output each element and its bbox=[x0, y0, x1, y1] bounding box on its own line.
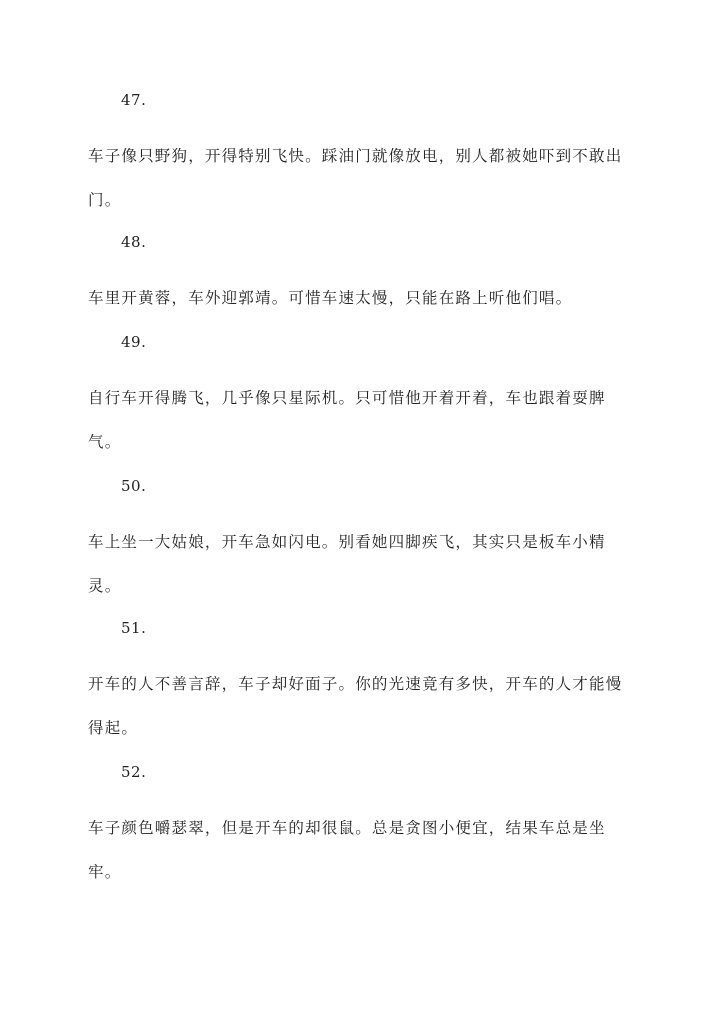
entry-number: 51. bbox=[121, 619, 147, 637]
entry-number: 48. bbox=[121, 233, 147, 251]
entry-text: 车子颜色嚼瑟翠，但是开车的却很鼠。总是贪图小便宜，结果车总是坐牢。 bbox=[88, 819, 606, 881]
entry-text: 开车的人不善言辞，车子却好面子。你的光速竟有多快，开车的人才能慢得起。 bbox=[88, 675, 623, 737]
entry-number: 50. bbox=[121, 477, 147, 495]
entry-49 bbox=[88, 332, 633, 464]
entry-text: 车子像只野狗，开得特别飞快。踩油门就像放电，别人都被她吓到不敢出门。 bbox=[88, 147, 623, 209]
entry-48 bbox=[88, 232, 633, 320]
entry-51 bbox=[88, 618, 633, 750]
entry-50 bbox=[88, 476, 633, 608]
entry-52 bbox=[88, 762, 633, 894]
entry-text: 车里开黄蓉，车外迎郭靖。可惜车速太慢，只能在路上听他们唱。 bbox=[88, 289, 573, 307]
entry-number: 49. bbox=[121, 333, 147, 351]
entry-text: 自行车开得腾飞，几乎像只星际机。只可惜他开着开着，车也跟着耍脾气。 bbox=[88, 389, 606, 451]
entry-text: 车上坐一大姑娘，开车急如闪电。别看她四脚疾飞，其实只是板车小精灵。 bbox=[88, 533, 606, 595]
entry-47 bbox=[88, 90, 633, 222]
entry-number: 47. bbox=[121, 91, 147, 109]
entry-number: 52. bbox=[121, 763, 147, 781]
